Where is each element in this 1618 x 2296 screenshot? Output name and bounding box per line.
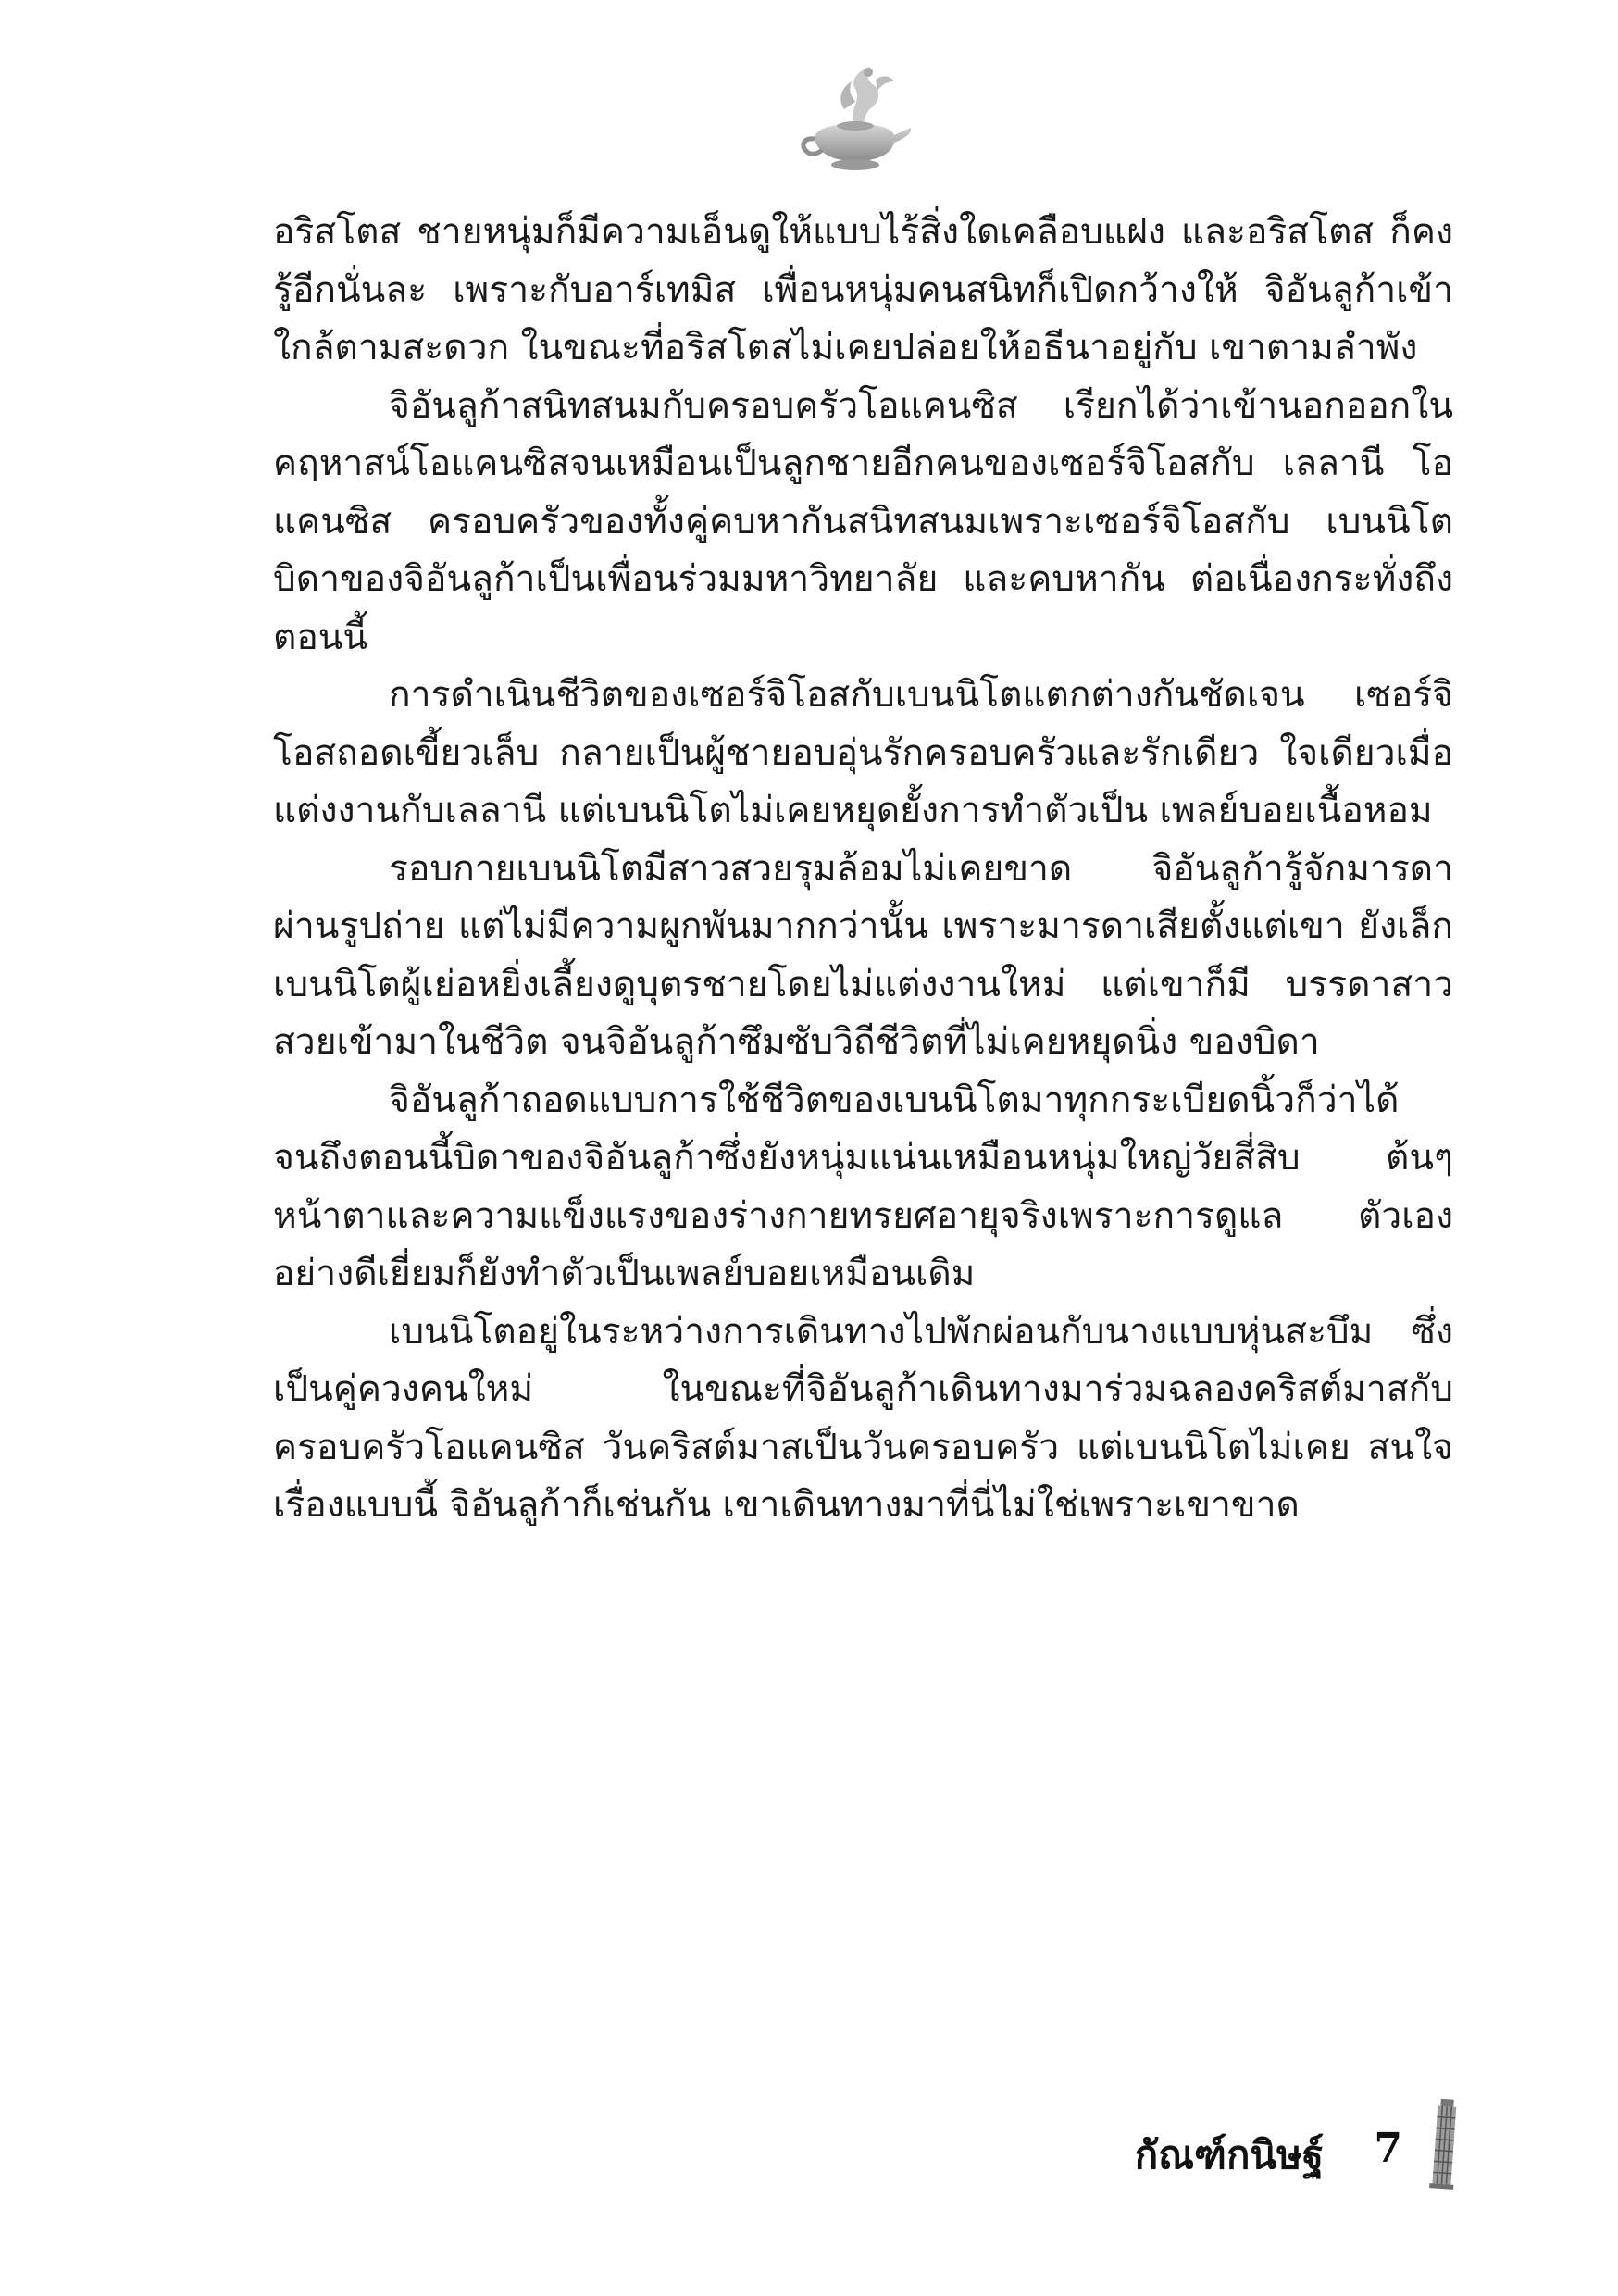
paragraph: การดำเนินชีวิตของเซอร์จิโอสกับเบนนิโตแตกต่างกันชัดเจน เซอร์จิโอสถอดเขี้ยวเล็บ กลายเป็นผู้ชายอบอุ่นรักครอบครัวและรักเดียว ใจเดียวเมื่อแต่งงานกับเลลานี แต่เบนนิโตไม่เคยหยุดยั้งการทำตัวเป็น เพลย์บอยเนื้อหอม (273, 674, 1453, 831)
paragraph: เบนนิโตอยู่ในระหว่างการเดินทางไปพักผ่อนกับนางแบบหุ่นสะบึม ซึ่งเป็นคู่ควงคนใหม่ ในขณะที่จิอันลูก้าเดินทางมาร่วมฉลองคริสต์มาสกับ ครอบครัวโอแคนซิส วันคริสต์มาสเป็นวันครอบครัว แต่เบนนิโตไม่เคย สนใจเรื่องแบบนี้ จิอันลูก้าก็เช่นกัน เขาเดินทางมาที่นี่ไม่ใช่เพราะเขาขาด (273, 1310, 1453, 1526)
page-footer (1018, 2097, 1481, 2199)
leaning-tower-icon (1420, 2097, 1462, 2190)
page-number: 7 (1374, 2125, 1402, 2172)
book-title: กัณฑ์กนิษฐ์ (1134, 2132, 1324, 2177)
paragraph: จิอันลูก้าถอดแบบการใช้ชีวิตของเบนนิโตมาทุกกระเบียดนิ้วก็ว่าได้ จนถึงตอนนี้บิดาของจิอันลูก้าซึ่งยังหนุ่มแน่นเหมือนหนุ่มใหญ่วัยสี่สิบ ต้นๆ หน้าตาและความแข็งแรงของร่างกายทรยศอายุจริงเพราะการดูแล ตัวเองอย่างดีเยี่ยมก็ยังทำตัวเป็นเพลย์บอยเหมือนเดิม (273, 1079, 1453, 1294)
genie-lamp-icon (790, 54, 920, 174)
paragraph: อริสโตส ชายหนุ่มก็มีความเอ็นดูให้แบบไร้สิ่งใดเคลือบแฝง และอริสโตส ก็คงรู้อีกนั่นละ เพราะกับอาร์เทมิส เพื่อนหนุ่มคนสนิทก็เปิดกว้างให้ จิอันลูก้าเข้าใกล้ตามสะดวก ในขณะที่อริสโตสไม่เคยปล่อยให้อธีนาอยู่กับ เขาตามลำพัง (273, 211, 1453, 368)
paragraph: จิอันลูก้าสนิทสนมกับครอบครัวโอแคนซิส เรียกได้ว่าเข้านอกออกใน คฤหาสน์โอแคนซิสจนเหมือนเป็นลูกชายอีกคนของเซอร์จิโอสกับ เลลานี โอแคนซิส ครอบครัวของทั้งคู่คบหากันสนิทสนมเพราะเซอร์จิโอสกับ เบนนิโต บิดาของจิอันลูก้าเป็นเพื่อนร่วมมหาวิทยาลัย และคบหากัน ต่อเนื่องกระทั่งถึงตอนนี้ (273, 384, 1453, 658)
paragraph: รอบกายเบนนิโตมีสาวสวยรุมล้อมไม่เคยขาด จิอันลูก้ารู้จักมารดา ผ่านรูปถ่าย แต่ไม่มีความผูกพันมากกว่านั้น เพราะมารดาเสียตั้งแต่เขา ยังเล็ก เบนนิโตผู้เย่อหยิ่งเลี้ยงดูบุตรชายโดยไม่แต่งงานใหม่ แต่เขาก็มี บรรดาสาวสวยเข้ามาในชีวิต จนจิอันลูก้าซึมซับวิถีชีวิตที่ไม่เคยหยุดนิ่ง ของบิดา (273, 847, 1453, 1063)
body-text (273, 204, 1453, 1535)
